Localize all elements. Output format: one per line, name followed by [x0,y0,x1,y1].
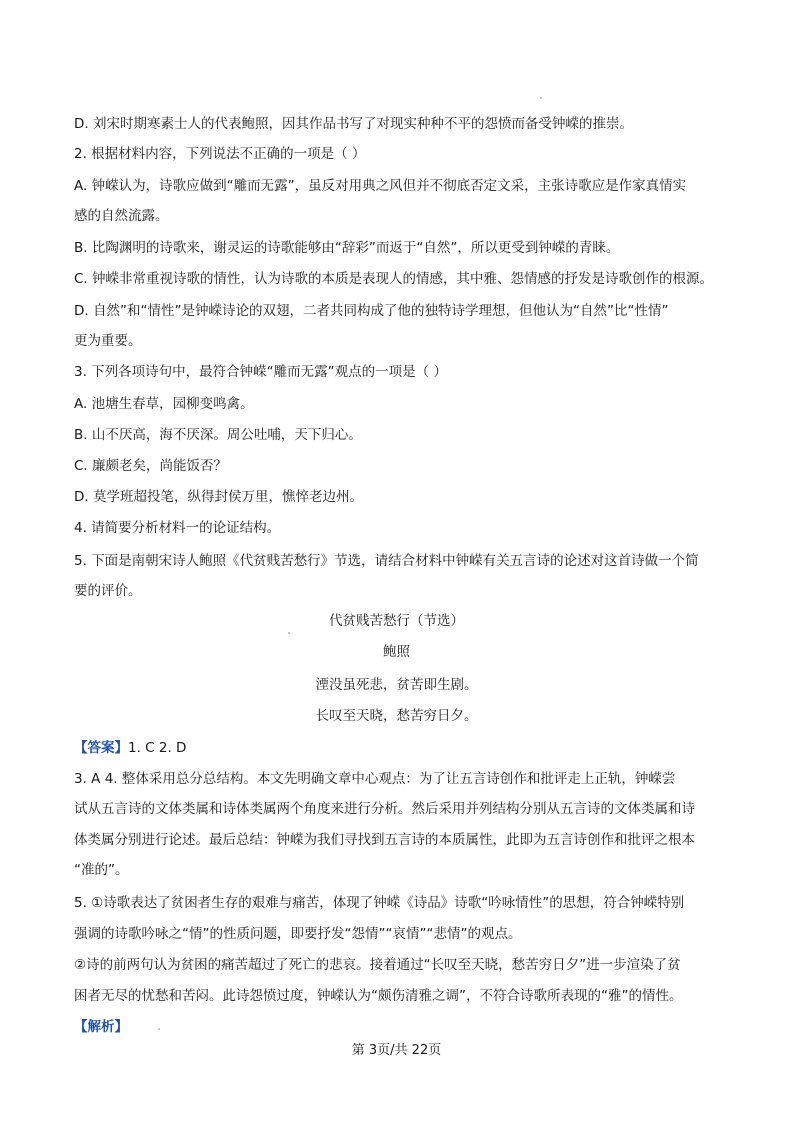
analysis-tag: 【解析】 [74,1019,128,1035]
question-4: 4. 请简要分析材料一的论证结构。 [74,520,281,536]
answer-line [74,738,734,758]
option-d-q1: D. 刘宋时期寒素士人的代表鲍照，因其作品书写了对现实种种不平的怨愤而备受钟嵘的推崇。 [74,116,633,132]
scan-speck [288,632,290,634]
poem-author: 鲍照 [383,644,410,660]
answer-3-4: 3. A 4. 整体采用总分总结构。本文先明确文章中心观点：为了让五言诗创作和批评走上正轨，钟嵘尝 [74,771,676,787]
poem-line-1: 湮没虽死悲，贫苦即生剧。 [315,677,478,693]
option-a-q2: A. 钟嵘认为，诗歌应做到“雕而无露”，虽反对用典之风但并不彻底否定文采，主张诗歌应是作家真情实 [74,178,687,194]
question-2: 2. 根据材料内容，下列说法不正确的一项是（ ） [74,146,366,162]
option-d-q2: D. 自然”和“情性”是钟嵘诗论的双翅，二者共同构成了他的独特诗学理想，但他认为“自然”比“性情” [74,303,669,319]
option-a-q3: A. 池塘生春草，园柳变鸣禽。 [74,396,254,412]
option-d-q3: D. 莫学班超投笔，纵得封侯万里，憔悴老边州。 [74,489,363,505]
page-footer: 第 3页/共 22页 [351,1043,442,1058]
answer-tag: 【答案】 [74,740,128,756]
question-5: 5. 下面是南朝宋诗人鲍照《代贫贱苦愁行》节选，请结合材料中钟嵘有关五言诗的论述对这首诗做一个简 [74,553,699,569]
question-3: 3. 下列各项诗句中，最符合钟嵘“雕而无露”观点的一项是（ ） [74,364,447,380]
poem-line-2: 长叹至天晓，愁苦穷日夕。 [315,708,478,724]
answer-5-part-2: ②诗的前两句认为贫困的痛苦超过了死亡的悲哀。接着通过“长叹至天晓，愁苦穷日夕”进一步渲染了贫 [74,957,681,973]
scan-speck [540,97,542,99]
answer-4-cont-3: “准的”。 [74,862,129,878]
option-b-q3: B. 山不厌高，海不厌深。周公吐哺，天下归心。 [74,427,362,443]
answer-1-2: 1. C 2. D [128,740,187,756]
answer-4-cont-2: 体类属分别进行论述。最后总结：钟嵘为我们寻找到五言诗的本质属性，此即为五言诗创作和批评之根本 [74,832,695,848]
option-d-q2-cont: 更为重要。 [74,333,142,349]
option-b-q2: B. 比陶渊明的诗歌来，谢灵运的诗歌能够由“辞彩”而返于“自然”，所以更受到钟嵘的青睐。 [74,240,620,256]
answer-5-part-1: 5. ①诗歌表达了贫困者生存的艰难与痛苦，体现了钟嵘《诗品》诗歌“吟咏情性”的思想，符合钟嵘特别 [74,895,685,911]
answer-5-part-2-cont: 困者无尽的忧愁和苦闷。此诗怨愤过度，钟嵘认为“颇伤清雅之调”，不符合诗歌所表现的“雅”的情性。 [74,988,683,1004]
option-c-q2: C. 钟嵘非常重视诗歌的情性，认为诗歌的本质是表现人的情感，其中雅、怨情感的抒发是诗歌创作的根源。 [74,271,714,287]
poem-title: 代贫贱苦愁行（节选） [329,613,464,629]
option-c-q3: C. 廉颇老矣，尚能饭否？ [74,458,228,474]
question-5-cont: 要的评价。 [74,583,142,599]
answer-4-cont-1: 试从五言诗的文体类属和诗体类属两个角度来进行分析。然后采用并列结构分别从五言诗的文体类属和诗 [74,801,695,817]
analysis-heading [74,1017,734,1037]
answer-5-part-1-cont: 强调的诗歌吟咏之“情”的性质问题，即要抒发“怨情”“哀情”“悲情”的观点。 [74,926,522,942]
option-a-q2-cont: 感的自然流露。 [74,208,169,224]
